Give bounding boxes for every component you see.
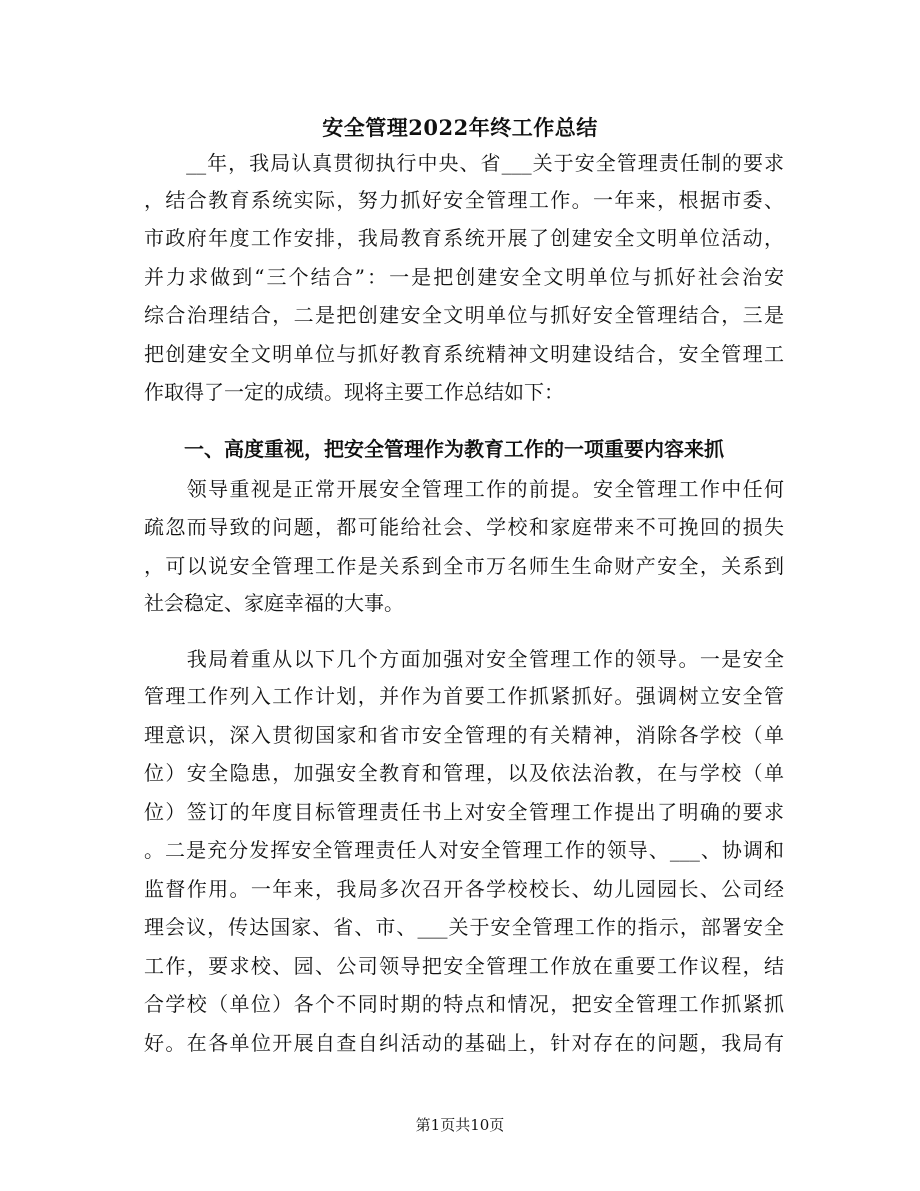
body-line: 理会议，传达国家、省、市、___关于安全管理工作的指示，部署安全 [144,915,784,939]
body-line: 作取得了一定的成绩。现将主要工作总结如下： [144,380,564,404]
body-line: ，可以说安全管理工作是关系到全市万名师生生命财产安全，关系到 [144,554,784,578]
body-line: 综合治理结合，二是把创建安全文明单位与抓好安全管理结合，三是 [144,303,784,327]
body-line: 好。在各单位开展自查自纠活动的基础上，针对存在的问题，我局有 [144,1031,784,1055]
section-heading: 一、高度重视，把安全管理作为教育工作的一项重要内容来抓 [144,437,724,461]
body-line: 把创建安全文明单位与抓好教育系统精神文明建设结合，安全管理工 [144,342,784,366]
page-number: 第1页共10页 [415,1116,505,1134]
body-line: 位）签订的年度目标管理责任书上对安全管理工作提出了明确的要求 [144,800,784,824]
body-line: 我局着重从以下几个方面加强对安全管理工作的领导。一是安全 [144,647,784,671]
body-line: 领导重视是正常开展安全管理工作的前提。安全管理工作中任何 [144,477,784,501]
body-line: 位）安全隐患，加强安全教育和管理，以及依法治教，在与学校（单 [144,761,784,785]
body-line: 。二是充分发挥安全管理责任人对安全管理工作的领导、___、协调和 [144,838,784,862]
body-line: 合学校（单位）各个不同时期的特点和情况，把安全管理工作抓紧抓 [144,992,784,1016]
body-line: 理意识，深入贯彻国家和省市安全管理的有关精神，消除各学校（单 [144,723,784,747]
body-line: __年，我局认真贯彻执行中央、省___关于安全管理责任制的要求 [144,151,784,175]
body-line: 工作，要求校、园、公司领导把安全管理工作放在重要工作议程，结 [144,954,784,978]
document-title: 安全管理2022年终工作总结 [322,115,598,140]
body-line: ，结合教育系统实际，努力抓好安全管理工作。一年来，根据市委、 [144,188,784,212]
body-line: 并力求做到“三个结合”：一是把创建安全文明单位与抓好社会治安 [144,265,784,289]
body-line: 社会稳定、家庭幸福的大事。 [144,591,404,615]
body-line: 市政府年度工作安排，我局教育系统开展了创建安全文明单位活动， [144,226,784,250]
body-line: 管理工作列入工作计划，并作为首要工作抓紧抓好。强调树立安全管 [144,684,784,708]
body-line: 监督作用。一年来，我局多次召开各学校校长、幼儿园园长、公司经 [144,877,784,901]
body-line: 疏忽而导致的问题，都可能给社会、学校和家庭带来不可挽回的损失 [144,515,784,539]
